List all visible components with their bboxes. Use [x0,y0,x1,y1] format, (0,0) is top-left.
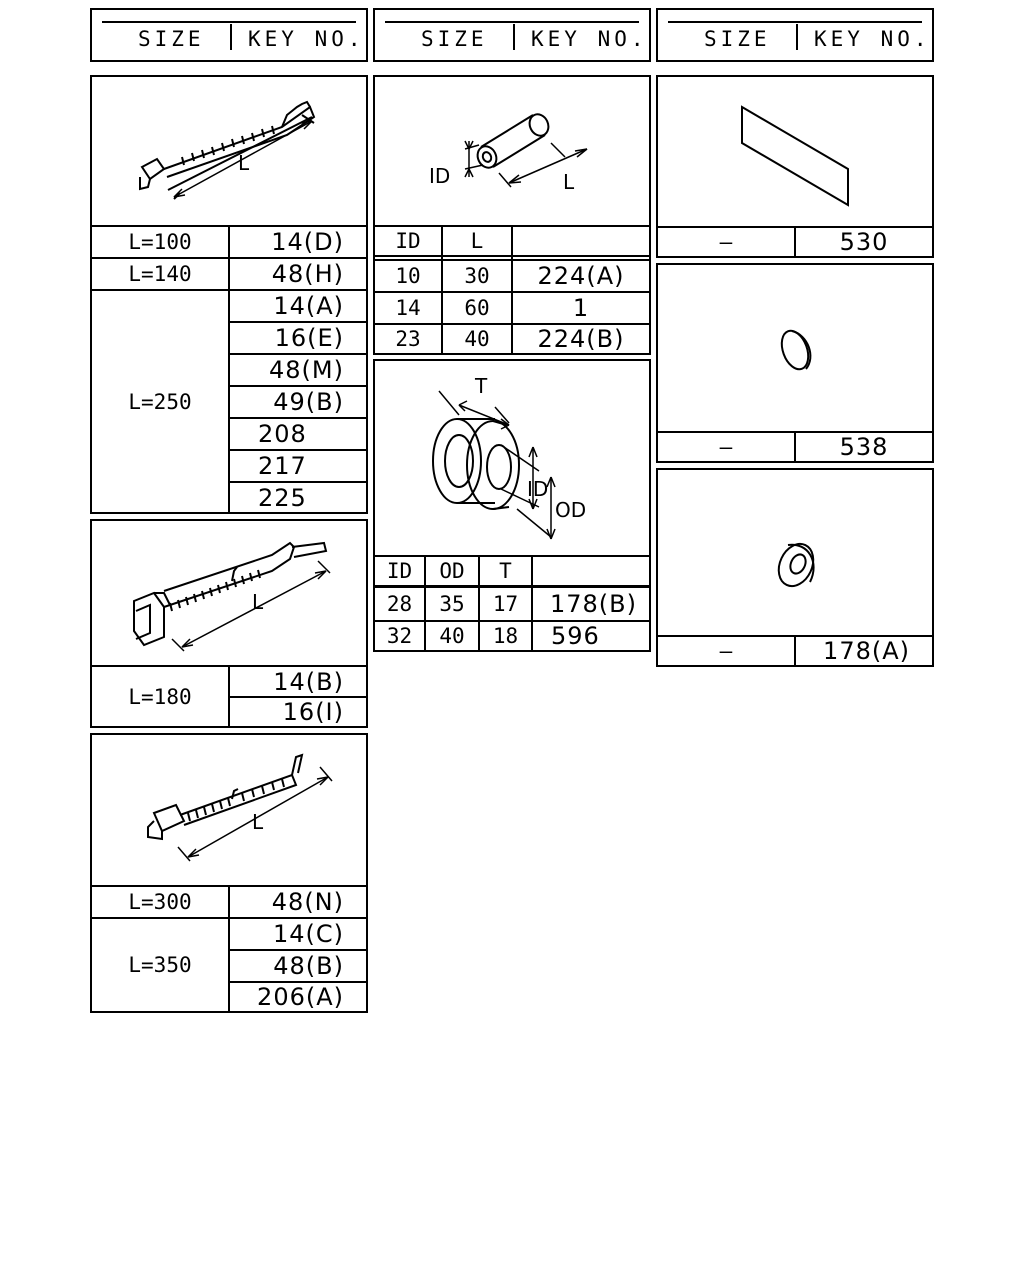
header-key: KEY NO. [531,27,648,51]
plug-drawing [658,265,932,431]
id-cell: 14 [395,296,421,320]
sheet-drawing [658,77,932,227]
col-header-od: OD [439,559,465,583]
header-col3 [656,8,934,62]
col-header-key [513,227,649,255]
key-cell: 224(B) [537,325,625,353]
key-cell: 225 [258,484,307,512]
l-cell: 30 [464,264,490,288]
dim-l-label: L [238,151,250,175]
key-cell: 538 [839,433,889,461]
size-cell: L=140 [128,262,192,286]
plug-panel [656,263,934,463]
key-cell: 14(B) [273,667,344,696]
l-cell: 40 [464,327,490,351]
od-cell: 35 [439,592,465,616]
tie-a-panel [90,75,368,514]
header-key: KEY NO. [814,27,931,51]
size-cell: L=180 [128,684,192,709]
key-cell: 14(C) [272,920,344,948]
t-cell: 18 [492,624,519,648]
header-col2 [373,8,651,62]
id-cell: 23 [395,327,421,351]
key-cell: 48(B) [273,952,344,980]
header-size: SIZE [704,27,771,51]
ring-grommet-drawing [658,470,932,636]
key-cell: 14(A) [273,292,344,320]
key-cell: 596 [551,622,600,650]
key-cell: 530 [839,228,889,256]
key-cell: 178(B) [550,590,637,618]
tube-drawing [375,77,649,225]
key-cell: 217 [258,452,307,480]
key-cell: 48(H) [271,260,344,288]
col-header-key [533,557,649,585]
header-size: SIZE [421,27,488,51]
key-cell: 48(M) [269,356,344,384]
grommet-panel [373,359,651,652]
size-cell: L=300 [128,890,192,914]
dim-l-label: L [252,590,264,614]
cable-tie-c-drawing [92,735,366,885]
col-header-id: ID [395,229,421,253]
od-cell: 40 [439,624,465,648]
tie-c-panel [90,733,368,1013]
id-cell: 10 [395,264,421,288]
key-cell: 49(B) [273,388,344,416]
tie-b-panel [90,519,368,728]
key-cell: 1 [572,294,590,322]
col-header-t: T [499,559,512,583]
dim-od-label: OD [555,498,587,522]
header-key: KEY NO. [248,27,365,51]
key-cell: 48(N) [271,888,344,916]
key-cell: 14(D) [271,228,344,256]
id-cell: 32 [386,624,413,648]
size-cell: L=250 [128,390,192,414]
ring-panel [656,468,934,667]
cable-tie-b-drawing [92,521,366,665]
size-cell: L=100 [128,230,192,254]
key-cell: 16(I) [282,698,344,726]
dim-id-label: ID [527,477,549,501]
dim-l-label: L [252,810,264,834]
key-cell: 208 [258,420,307,448]
size-cell: — [719,230,733,254]
key-cell: 16(E) [274,324,344,352]
dim-id-label: ID [429,164,451,188]
header-size: SIZE [138,27,205,51]
t-cell: 17 [492,592,519,616]
size-cell: L=350 [128,953,192,977]
cable-tie-a-drawing [92,77,366,225]
l-cell: 60 [464,296,490,320]
key-cell: 224(A) [537,262,625,290]
header-col1 [90,8,368,62]
key-cell: 206(A) [257,983,344,1011]
tube-panel [373,75,651,355]
key-cell: 178(A) [823,637,910,665]
size-cell: — [719,639,733,663]
size-cell: — [719,435,733,459]
col-header-id: ID [386,559,413,583]
dim-l-label: L [563,170,575,194]
grommet-drawing [375,361,649,557]
id-cell: 28 [386,592,413,616]
col-header-l: L [470,229,484,253]
sheet-panel [656,75,934,258]
dim-t-label: T [475,374,488,398]
